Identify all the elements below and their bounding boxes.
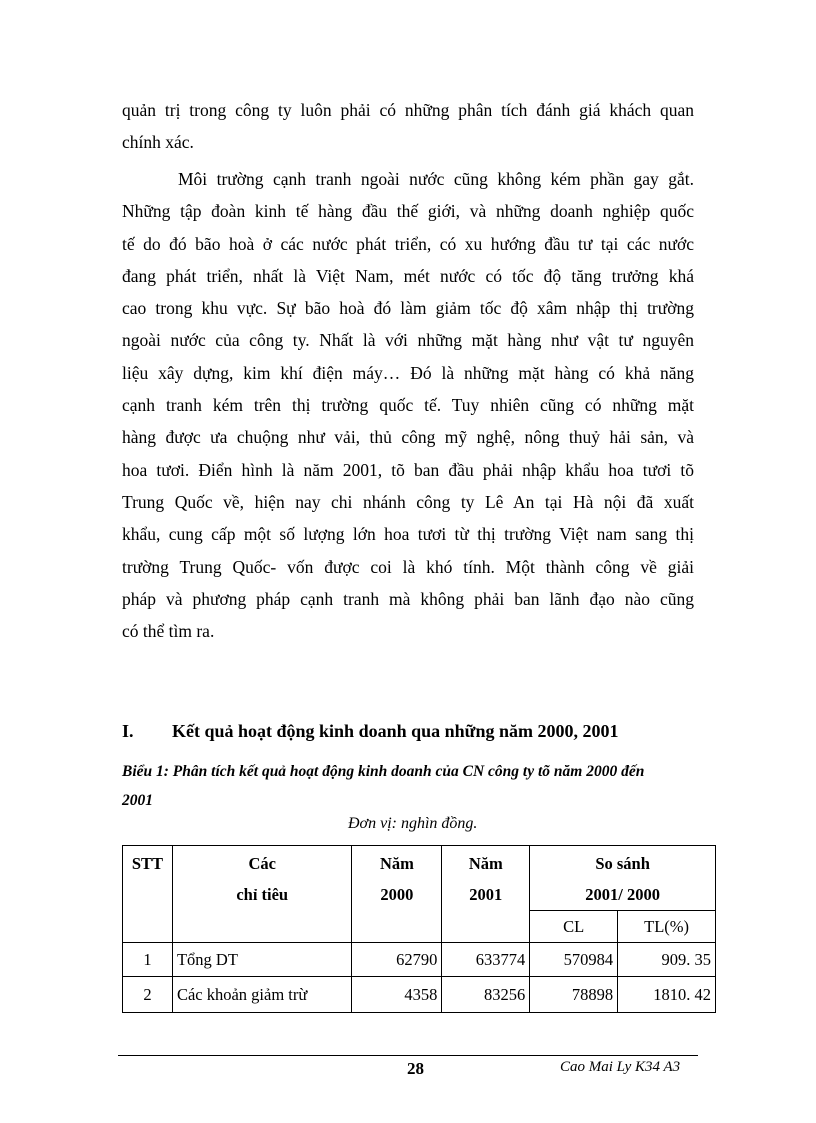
cell-stt: 1: [123, 943, 173, 977]
paragraph-line: khẩu, cung cấp một số lượng lớn hoa tươi từ thị trường Việt nam sang thị: [122, 524, 694, 545]
footer-author: Cao Mai Ly K34 A3: [560, 1059, 681, 1075]
section-heading: [122, 721, 618, 742]
section-number: I.: [122, 721, 134, 741]
unit-label: Đơn vị: nghìn đồng.: [348, 815, 478, 832]
header-year-2000: Năm 2000: [352, 846, 442, 943]
paragraph-line: quản trị trong công ty luôn phải có những phân tích đánh giá khách quan: [122, 100, 694, 120]
table-row: [123, 943, 716, 977]
table-row: [123, 977, 716, 1013]
body-paragraph-2: [122, 163, 694, 647]
cell-year-2001: 83256: [442, 977, 530, 1013]
paragraph-line: đang phát triển, nhất là Việt Nam, mét nước có tốc độ tăng trưởng khá: [122, 265, 694, 286]
paragraph-line: có thể tìm ra.: [122, 621, 215, 642]
paragraph-line: Môi trường cạnh tranh ngoài nước cũng không kém phần gay gắt.: [178, 169, 694, 189]
paragraph-line: hoa tươi. Điển hình là năm 2001, tõ ban đầu phải nhập khẩu hoa tươi tõ: [122, 459, 694, 480]
page-number: 28: [407, 1059, 424, 1078]
cell-indicator: Tổng DT: [172, 943, 352, 977]
header-year-2001: Năm 2001: [442, 846, 530, 943]
cell-cl: 570984: [530, 943, 618, 977]
header-tl: TL(%): [618, 911, 716, 943]
header-cl: CL: [530, 911, 618, 943]
body-paragraph-1: [122, 94, 694, 159]
caption-line-1: Biểu 1: Phân tích kết quả hoạt động kinh doanh của CN công ty tõ năm 2000 đến: [122, 763, 645, 780]
figure-caption: [122, 757, 694, 815]
paragraph-line: hàng được ưa chuộng như vải, thủ công mỹ nghệ, nông thuỷ hải sản, và: [122, 427, 694, 448]
table-header-row: [123, 846, 716, 911]
header-compare: So sánh 2001/ 2000: [530, 846, 716, 911]
paragraph-line: ngoài nước của công ty. Nhất là với những mặt hàng như vật tư nguyên: [122, 330, 694, 351]
results-table: [122, 845, 716, 1013]
paragraph-line: pháp và phương pháp cạnh tranh mà không phải ban lãnh đạo nào cũng: [122, 588, 694, 609]
paragraph-line: liệu xây dựng, kim khí điện máy… Đó là những mặt hàng có khả năng: [122, 362, 694, 383]
paragraph-line: tế do đó bão hoà ở các nước phát triển, có xu hướng đầu tư tại các nước: [122, 233, 694, 254]
cell-cl: 78898: [530, 977, 618, 1013]
section-title: Kết quả hoạt động kinh doanh qua những năm 2000, 2001: [172, 721, 619, 741]
caption-line-2: 2001: [122, 792, 153, 809]
paragraph-line: Những tập đoàn kinh tế hàng đầu thế giới, và những doanh nghiệp quốc: [122, 201, 694, 222]
header-indicator: Các chỉ tiêu: [172, 846, 352, 943]
header-stt: STT: [123, 846, 173, 943]
cell-year-2001: 633774: [442, 943, 530, 977]
cell-tl: 1810. 42: [618, 977, 716, 1013]
paragraph-line: trường Trung Quốc- vốn được coi là khó tính. Một thành công về giải: [122, 556, 694, 577]
cell-year-2000: 62790: [352, 943, 442, 977]
cell-year-2000: 4358: [352, 977, 442, 1013]
cell-indicator: Các khoản giảm trừ: [172, 977, 352, 1013]
paragraph-line: cao trong khu vực. Sự bão hoà đó làm giảm tốc độ xâm nhập thị trường: [122, 298, 694, 319]
cell-stt: 2: [123, 977, 173, 1013]
paragraph-line: cạnh tranh kém trên thị trường quốc tế. Tuy nhiên cũng có những mặt: [122, 395, 694, 416]
cell-tl: 909. 35: [618, 943, 716, 977]
footer-divider: [118, 1055, 698, 1056]
paragraph-line: Trung Quốc về, hiện nay chi nhánh công ty Lê An tại Hà nội đã xuất: [122, 491, 694, 512]
paragraph-line: chính xác.: [122, 132, 194, 153]
